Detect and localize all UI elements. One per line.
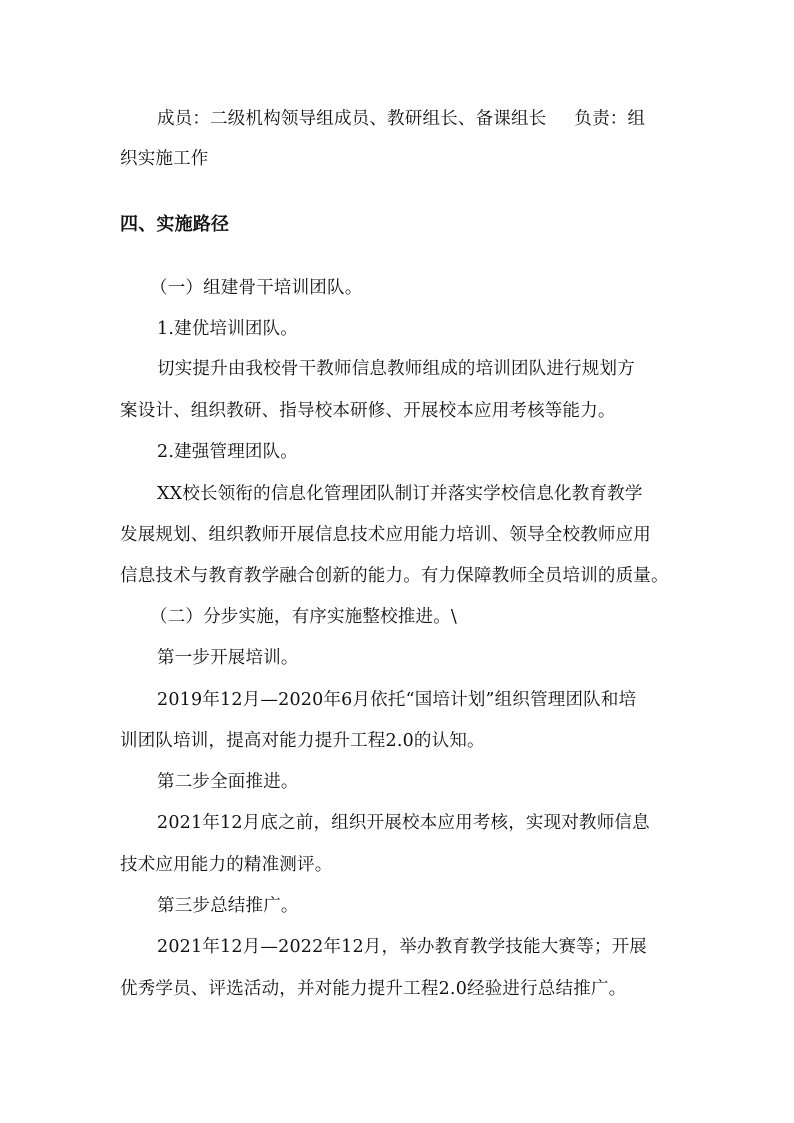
section-heading: 四、实施路径 (120, 214, 230, 235)
paragraph-line: XX校长领衔的信息化管理团队制订并落实学校信息化教育教学 (157, 484, 643, 504)
step-title-2: 第二步全面推进。 (157, 772, 299, 792)
paragraph-line: 训团队培训，提高对能力提升工程2.0的认知。 (120, 731, 485, 751)
item-title-2: 2.建强管理团队。 (157, 442, 298, 462)
paragraph-line: 案设计、组织教研、指导校本研修、开展校本应用考核等能力。 (120, 401, 616, 421)
paragraph-line: 信息技术与教育教学融合创新的能力。有力保障教师全员培训的质量。 (120, 566, 669, 586)
paragraph-line: 优秀学员、评选活动，并对能力提升工程2.0经验进行总结推广。 (120, 979, 627, 999)
paragraph-line: 技术应用能力的精准测评。 (120, 855, 333, 875)
responsibility-text: 负责：组 (574, 109, 646, 129)
subsection-title-2: （二）分步实施，有序实施整校推进。\ (150, 607, 457, 627)
paragraph-line: 2021年12月—2022年12月，举办教育教学技能大赛等；开展 (157, 937, 648, 957)
subsection-title-1: （一）组建骨干培训团队。 (150, 278, 363, 298)
members-text: 成员：二级机构领导组成员、教研组长、备课组长 (157, 109, 547, 129)
step-title-3: 第三步总结推广。 (157, 896, 299, 916)
step-title-1: 第一步开展培训。 (157, 648, 299, 668)
paragraph-line: 2019年12月—2020年6月依托“国培计划”组织管理团队和培 (157, 690, 637, 710)
item-title-1: 1.建优培训团队。 (157, 319, 298, 339)
members-line-continued: 织实施工作 (120, 149, 209, 169)
paragraph-line: 切实提升由我校骨干教师信息教师组成的培训团队进行规划方 (157, 359, 635, 379)
members-line (157, 108, 680, 130)
paragraph-line: 发展规划、组织教师开展信息技术应用能力培训、领导全校教师应用 (120, 525, 651, 545)
paragraph-line: 2021年12月底之前，组织开展校本应用考核，实现对教师信息 (157, 813, 650, 833)
